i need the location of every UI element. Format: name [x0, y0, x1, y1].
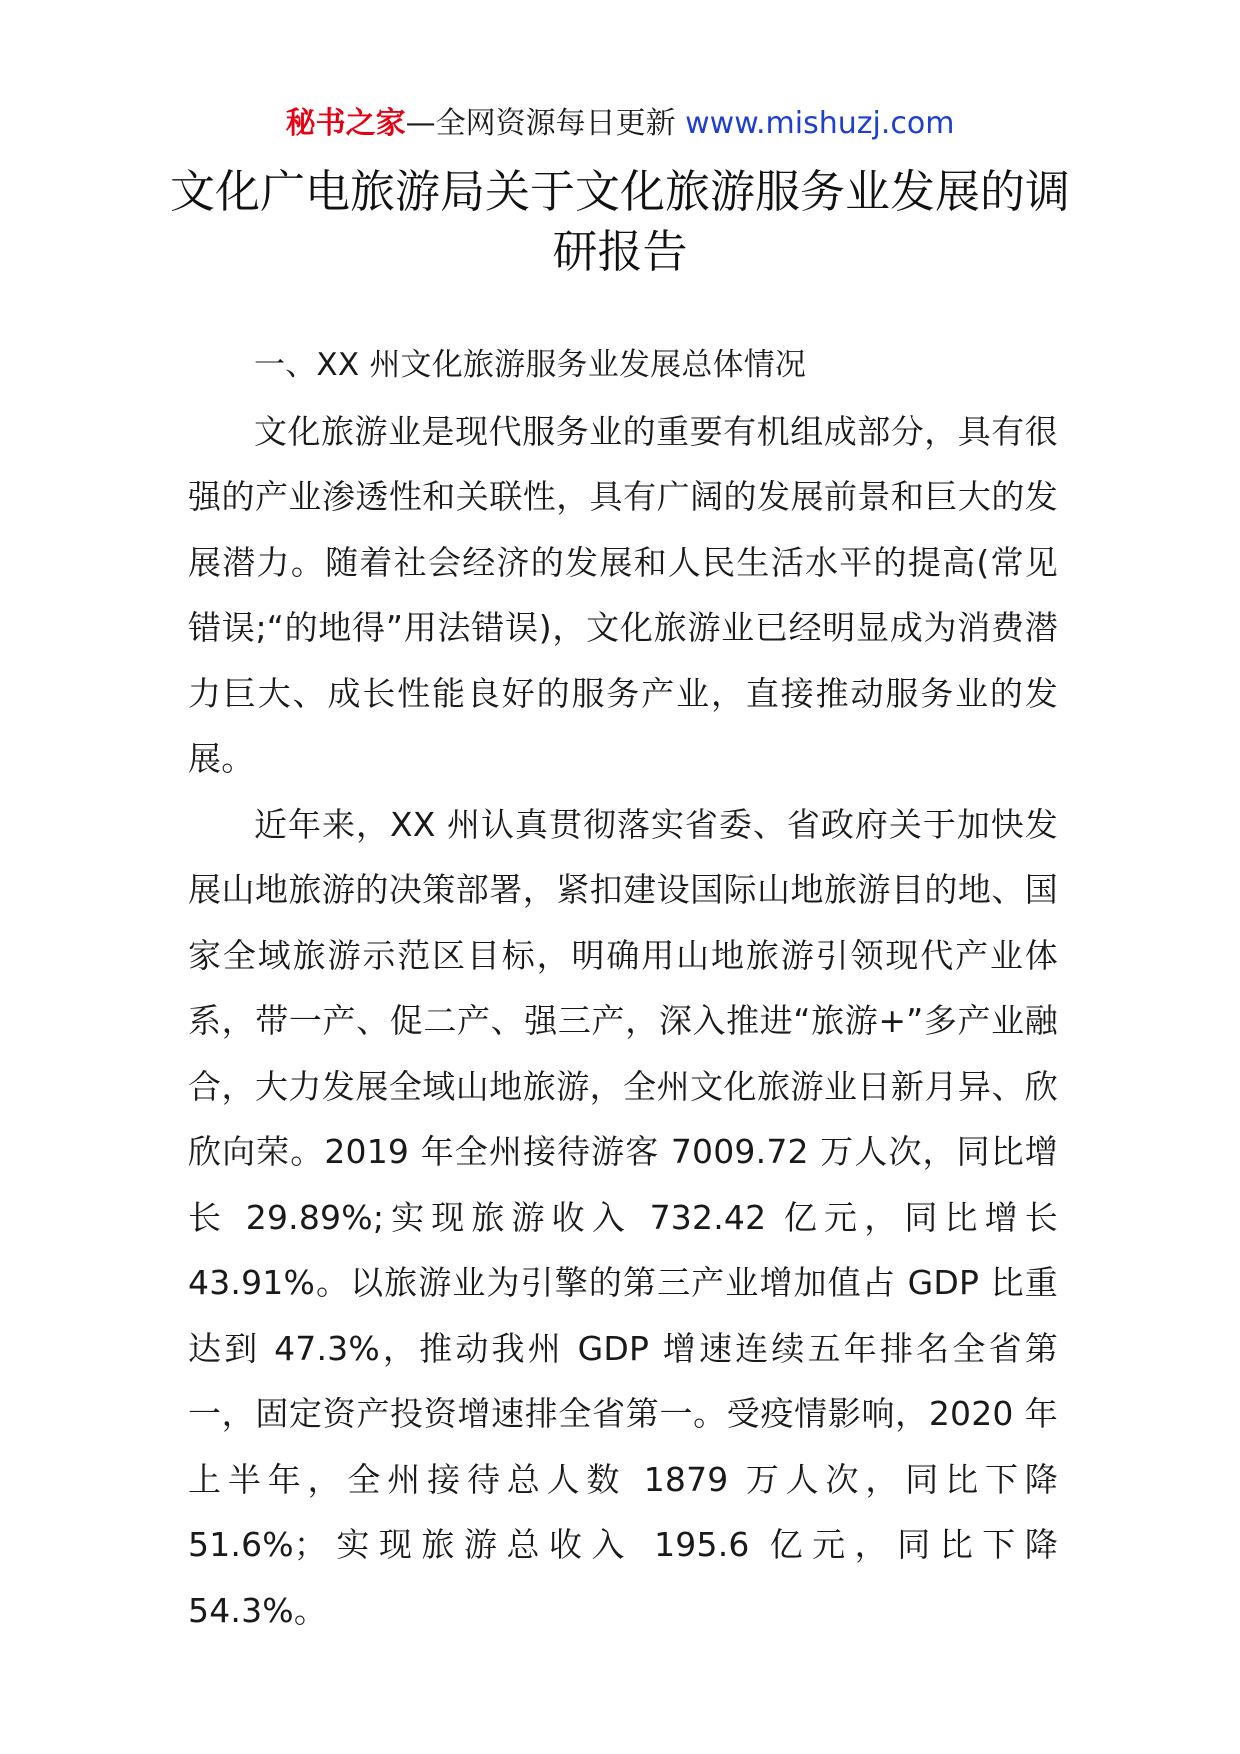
paragraph-recent-years: 近年来，XX 州认真贯彻落实省委、省政府关于加快发展山地旅游的决策部署，紧扣建设国际山地旅游目的地、国家全域旅游示范区目标，明确用山地旅游引领现代产业体系，带一产、促二产、强三产，深入推进“旅游+”多产业融合，大力发展全域山地旅游，全州文化旅游业日新月异、欣欣向荣。2019 年全州接待游客 7009.72 万人次，同比增长 29.89%;实现旅游收入 732.42 亿元，同比增长 43.91%。以旅游业为引擎的第三产业增加值占 GDP 比重达到 47.3%，推动我州 GDP 增速连续五年排名全省第一，固定资产投资增速排全省第一。受疫情影响，2020 年上半年，全州接待总人数 1879 万人次，同比下降 51.6%；实现旅游总收入 195.6 亿元，同比下降 54.3%。: [188, 804, 1058, 1630]
paragraph-intro: 文化旅游业是现代服务业的重要有机组成部分，具有很强的产业渗透性和关联性，具有广阔的发展前景和巨大的发展潜力。随着社会经济的发展和人民生活水平的提高(常见错误;“的地得”用法错误)，文化旅游业已经明显成为消费潜力巨大、成长性能良好的服务产业，直接推动服务业的发展。: [188, 411, 1058, 778]
document-body: [188, 333, 1058, 1643]
header-slogan: —全网资源每日更新: [405, 106, 676, 141]
site-url-link[interactable]: www.mishuzj.com: [685, 106, 955, 141]
section-heading: 一、XX 州文化旅游服务业发展总体情况: [254, 347, 807, 383]
site-header: [0, 104, 1240, 144]
document-title: 文化广电旅游局关于文化旅游服务业发展的调研报告: [169, 165, 1070, 278]
brand-name: 秘书之家: [285, 106, 406, 141]
